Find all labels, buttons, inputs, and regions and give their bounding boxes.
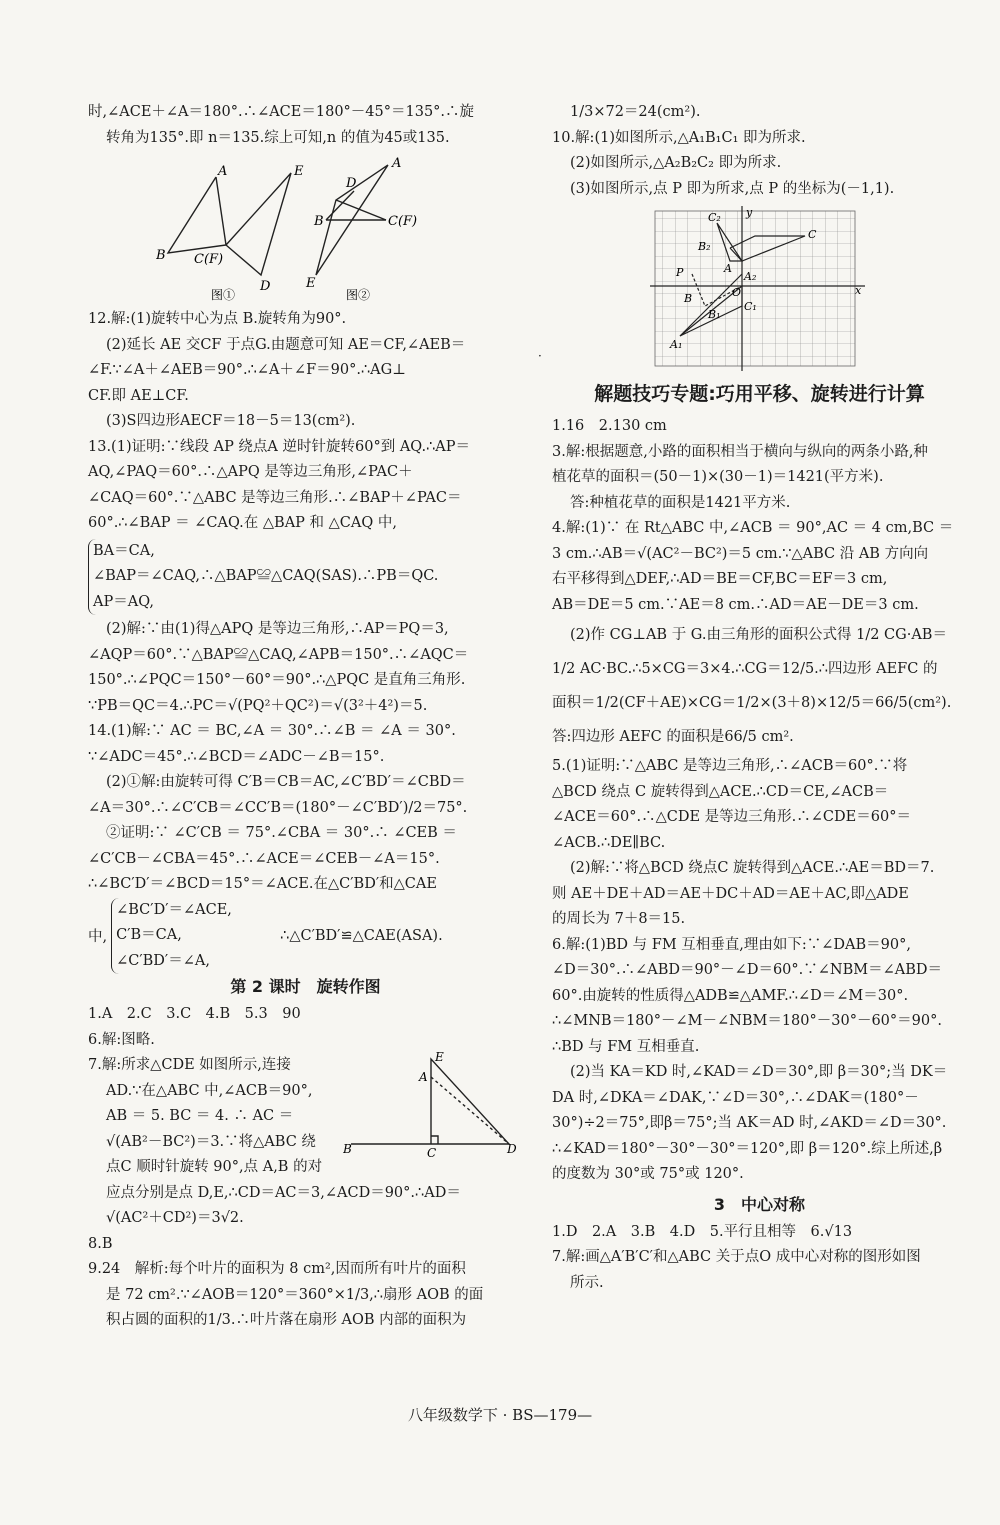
q14-brace-row <box>88 898 523 975</box>
fig2-label-b: B <box>313 214 324 229</box>
q7-line: 应点分别是点 D,E,∴CD＝AC＝3,∠ACD＝90°.∴AD＝ <box>106 1184 461 1201</box>
grid-label-a: A <box>723 262 732 275</box>
left-line: 时,∠ACE＋∠A＝180°.∴∠ACE＝180°－45°＝135°.∴旋 <box>88 104 475 120</box>
right-line: 1/3×72＝24(cm²). <box>570 104 701 120</box>
grid-label-c1: C₁ <box>743 300 757 313</box>
q6-line: 60°.由旋转的性质得△ADB≌△AMF.∴∠D＝∠M＝30°. <box>552 987 909 1004</box>
q13-line: ∠CAQ＝60°.∵△ABC 是等边三角形.∴∠BAP＋∠PAC＝ <box>88 489 462 506</box>
fig2-label-cf: C(F) <box>387 214 417 229</box>
q14-line: ∠C′CB－∠CBA＝45°.∴∠ACE＝∠CEB－∠A＝15°. <box>88 850 440 867</box>
q14-line: (2)①解:由旋转可得 C′B＝CB＝AC,∠C′BD′＝∠CBD＝ <box>106 774 466 790</box>
grid-label-b: B <box>683 292 692 305</box>
q4-line: AB＝DE＝5 cm.∵AE＝8 cm.∴AD＝AE－DE＝3 cm. <box>552 596 919 613</box>
fig1-triangle-abc <box>168 177 226 253</box>
section-heading-lesson2: 第 2 课时 旋转作图 <box>230 977 381 996</box>
fig2-label-e: E <box>305 276 315 291</box>
fig7-label-c: C <box>427 1146 437 1159</box>
q6-line: ∴∠KAD＝180°－30°－30°＝120°,即 β＝120°.综上所述,β <box>552 1140 943 1157</box>
q-last-line: 7.解:画△A′B′C′和△ABC 关于点O 成中心对称的图形如图 <box>552 1249 921 1265</box>
q3-line: 植花草的面积＝(50－1)×(30－1)＝1421(平方米). <box>552 469 884 485</box>
q12-line: ∠F.∵∠A＋∠AEB＝90°.∴∠A＋∠F＝90°.∴AG⊥ <box>88 362 406 378</box>
q5-line: 的周长为 7＋8＝15. <box>552 911 686 927</box>
q4-line: 右平移得到△DEF,∴AD＝BE＝CF,BC＝EF＝3 cm, <box>552 571 888 587</box>
q6-line: ∴BD 与 FM 互相垂直. <box>552 1038 700 1055</box>
q14-brace-line: ∠C′BD′＝∠A, <box>116 952 210 969</box>
q13-brace-line: AP＝AQ, <box>93 593 154 610</box>
q6-line: DA 时,∠DKA＝∠DAK,∵∠D＝30°,∴∠DAK＝(180°－ <box>552 1089 919 1106</box>
grid-label-o: O <box>731 286 741 299</box>
fig1-caption: 图① <box>210 288 235 302</box>
answer-line: 1.A 2.C 3.C 4.B 5.3 90 <box>88 1006 301 1022</box>
left-column <box>88 100 523 1334</box>
q13-line: 60°.∴∠BAP ＝ ∠CAQ.在 △BAP 和 △CAQ 中, <box>88 515 397 531</box>
q3-line: 3.解:根据题意,小路的面积相当于横向与纵向的两条小路,种 <box>552 443 928 460</box>
q7-block <box>88 1050 523 1232</box>
q13-line: AQ,∠PAQ＝60°.∴△APQ 是等边三角形,∠PAC＋ <box>88 464 413 480</box>
fig1-label-e: E <box>293 164 303 179</box>
q14-brace-group <box>111 898 256 975</box>
q13-brace-group <box>88 539 523 616</box>
q-last-line: 所示. <box>570 1274 604 1291</box>
q13b-line: (2)解:∵由(1)得△APQ 是等边三角形,∴AP＝PQ＝3, <box>106 621 449 637</box>
q14-brace-line: C′B＝CA, <box>116 927 182 943</box>
q7-line: 7.解:所求△CDE 如图所示,连接 <box>88 1057 291 1073</box>
q4-line: 1/2 AC·BC.∴5×CG＝3×4.∴CG＝12/5.∴四边形 AEFC 的 <box>552 661 938 677</box>
q13b-line: ∠AQP＝60°.∵△BAP≌△CAQ,∠APB＝150°.∴∠AQC＝ <box>88 646 469 663</box>
q4-line: 面积＝1/2(CF＋AE)×CG＝1/2×(3＋8)×12/5＝66/5(cm²). <box>552 695 952 711</box>
q7-line: AB ＝ 5. BC ＝ 4. ∴ AC ＝ <box>106 1108 294 1124</box>
grid-label-y: y <box>745 206 752 219</box>
fig7-label-a: A <box>419 1070 428 1084</box>
q4-line: 3 cm.∴AB＝√(AC²－BC²)＝5 cm.∵△ABC 沿 AB 方向向 <box>552 545 929 562</box>
q8-9-line: 积占圆的面积的1/3.∴叶片落在扇形 AOB 内部的面积为 <box>106 1312 467 1328</box>
right-column <box>552 100 967 1296</box>
q12-line: 12.解:(1)旋转中心为点 B.旋转角为90°. <box>88 311 347 327</box>
fig1-triangle-cde <box>226 173 291 275</box>
q6-line: 30°)÷2＝75°,即β＝75°;当 AK＝AD 时,∠AKD＝∠D＝30°. <box>552 1115 947 1131</box>
q12-line: CF.即 AE⊥CF. <box>88 387 189 404</box>
grid-label-c: C <box>807 228 816 241</box>
figure-q7-triangle <box>343 1049 518 1159</box>
section-heading-central-symmetry: 3 中心对称 <box>713 1194 806 1214</box>
q12-line: (3)S四边形AECF＝18－5＝13(cm²). <box>106 413 356 429</box>
q6-line: ∴∠MNB＝180°－∠M－∠NBM＝180°－30°－60°＝90°. <box>552 1013 942 1029</box>
q6-line: 的度数为 30°或 75°或 120°. <box>552 1166 744 1182</box>
q14-conclusion: ∴△C′BD′≌△CAE(ASA). <box>280 927 443 944</box>
figure-coordinate-grid <box>650 206 870 376</box>
grid-label-a2: A₂ <box>743 270 756 283</box>
q6-line: 6.解:(1)BD 与 FM 互相垂直,理由如下:∵∠DAB＝90°, <box>552 936 911 953</box>
right-line: (3)如图所示,点 P 即为所求,点 P 的坐标为(－1,1). <box>570 180 895 197</box>
q4-line: 4.解:(1)∵ 在 Rt△ABC 中,∠ACB ＝ 90°,AC ＝ 4 cm,BC ＝ <box>552 520 954 536</box>
fig1-label-a: A <box>217 164 227 179</box>
grid-label-x: x <box>854 284 861 297</box>
q14-mid: 中, <box>88 929 108 946</box>
grid-label-p: P <box>675 266 683 279</box>
q4-line: 答:四边形 AEFC 的面积是66/5 cm². <box>552 729 794 745</box>
q5-line: (2)解:∵将△BCD 绕点C 旋转得到△ACE.∴AE＝BD＝7. <box>570 860 935 876</box>
q13b-line: ∵PB＝QC＝4.∴PC＝√(PQ²＋QC²)＝√(3²＋4²)＝5. <box>88 697 428 714</box>
q6-line: (2)当 KA＝KD 时,∠KAD＝∠D＝30°,即 β＝30°;当 DK＝ <box>570 1064 948 1080</box>
fig7-label-d: D <box>507 1142 517 1156</box>
right-line: 10.解:(1)如图所示,△A₁B₁C₁ 即为所求. <box>552 129 806 146</box>
grid-label-a1: A₁ <box>669 338 682 351</box>
fig2-line <box>336 200 386 220</box>
fig1-label-cf: C(F) <box>193 252 223 267</box>
q-last-line: 1.D 2.A 3.B 4.D 5.平行且相等 6.√13 <box>552 1223 853 1240</box>
fig2-label-a: A <box>391 156 401 171</box>
q13b-line: 150°.∴∠PQC＝150°－60°＝90°.∴△PQC 是直角三角形. <box>88 672 466 688</box>
page-footer: 八年级数学下 · BS—179— <box>407 1406 593 1424</box>
q5-line: 则 AE＋DE＋AD＝AE＋DC＋AD＝AE＋AC,即△ADE <box>552 885 909 902</box>
fig2-caption: 图② <box>345 288 370 302</box>
q5-line: △BCD 绕点 C 旋转得到△ACE.∴CD＝CE,∠ACB＝ <box>552 783 889 800</box>
q5-line: ∠ACB.∴DE∥BC. <box>552 834 666 851</box>
special-topic-heading: 解题技巧专题:巧用平移、旋转进行计算 <box>594 383 925 405</box>
q14-brace-line: ∠BC′D′＝∠ACE, <box>116 901 232 918</box>
right-line: (2)如图所示,△A₂B₂C₂ 即为所求. <box>570 155 782 171</box>
fig7-label-e: E <box>435 1050 444 1064</box>
q14-line: 14.(1)解:∵ AC ＝ BC,∠A ＝ 30°.∴∠B ＝ ∠A ＝ 30°. <box>88 723 456 739</box>
grid-label-b2: B₂ <box>697 240 710 253</box>
q4-line: (2)作 CG⊥AB 于 G.由三角形的面积公式得 1/2 CG·AB＝ <box>570 627 947 643</box>
q7-line: √(AC²＋CD²)＝3√2. <box>106 1210 244 1226</box>
left-line: 转角为135°.即 n＝135.综上可知,n 的值为45或135. <box>106 129 450 146</box>
q7-line: 点C 顺时针旋转 90°,点 A,B 的对 <box>106 1159 323 1175</box>
grid-label-c2: C₂ <box>707 211 721 224</box>
q5-line: ∠ACE＝60°.∴△CDE 是等边三角形.∴∠CDE＝60°＝ <box>552 809 911 825</box>
q12-line: (2)延长 AE 交CF 于点G.由题意可知 AE＝CF,∠AEB＝ <box>106 336 466 353</box>
q14-line: ∵∠ADC＝45°.∴∠BCD＝∠ADC－∠B＝15°. <box>88 748 385 765</box>
answer-line: 6.解:图略. <box>88 1031 155 1048</box>
q14-line: ②证明:∵ ∠C′CB ＝ 75°.∠CBA ＝ 30°.∴ ∠CEB ＝ <box>106 825 457 841</box>
q3-line: 答:种植花草的面积是1421平方米. <box>570 494 791 511</box>
fig1-label-b: B <box>155 248 166 263</box>
fig7-label-b: B <box>343 1142 352 1156</box>
q7-line: AD.∵在△ABC 中,∠ACB＝90°, <box>106 1082 313 1099</box>
q8-9-line: 是 72 cm².∵∠AOB＝120°＝360°×1/3,∴扇形 AOB 的面 <box>106 1286 484 1303</box>
q13-brace-line: BA＝CA, <box>93 542 155 559</box>
q13-brace-line: ∠BAP＝∠CAQ,∴△BAP≌△CAQ(SAS).∴PB＝QC. <box>93 568 439 584</box>
fig2-label-d: D <box>345 176 356 191</box>
q14-line: ∠A＝30°.∴∠C′CB＝∠CC′B＝(180°－∠C′BD′)/2＝75°. <box>88 799 468 816</box>
q8-9-line: 8.B <box>88 1235 113 1252</box>
q5-line: 5.(1)证明:∵△ABC 是等边三角形,∴∠ACB＝60°.∵将 <box>552 758 908 774</box>
fig1-label-d: D <box>259 279 270 294</box>
q14-line: ∴∠BC′D′＝∠BCD＝15°＝∠ACE.在△C′BD′和△CAE <box>88 876 437 892</box>
q8-9-line: 9.24 解析:每个叶片的面积为 8 cm²,因而所有叶片的面积 <box>88 1261 466 1277</box>
margin-dot: · <box>538 349 542 363</box>
q1-2-line: 1.16 2.130 cm <box>552 418 667 434</box>
q13-line: 13.(1)证明:∵线段 AP 绕点A 逆时针旋转60°到 AQ.∴AP＝ <box>88 438 471 455</box>
grid-label-b1: B₁ <box>707 308 720 321</box>
q7-line: √(AB²－BC²)＝3.∵将△ABC 绕 <box>106 1133 316 1150</box>
q6-line: ∠D＝30°.∴∠ABD＝90°－∠D＝60°.∵∠NBM＝∠ABD＝ <box>552 962 943 978</box>
figure-rotation-1-2 <box>156 155 456 303</box>
